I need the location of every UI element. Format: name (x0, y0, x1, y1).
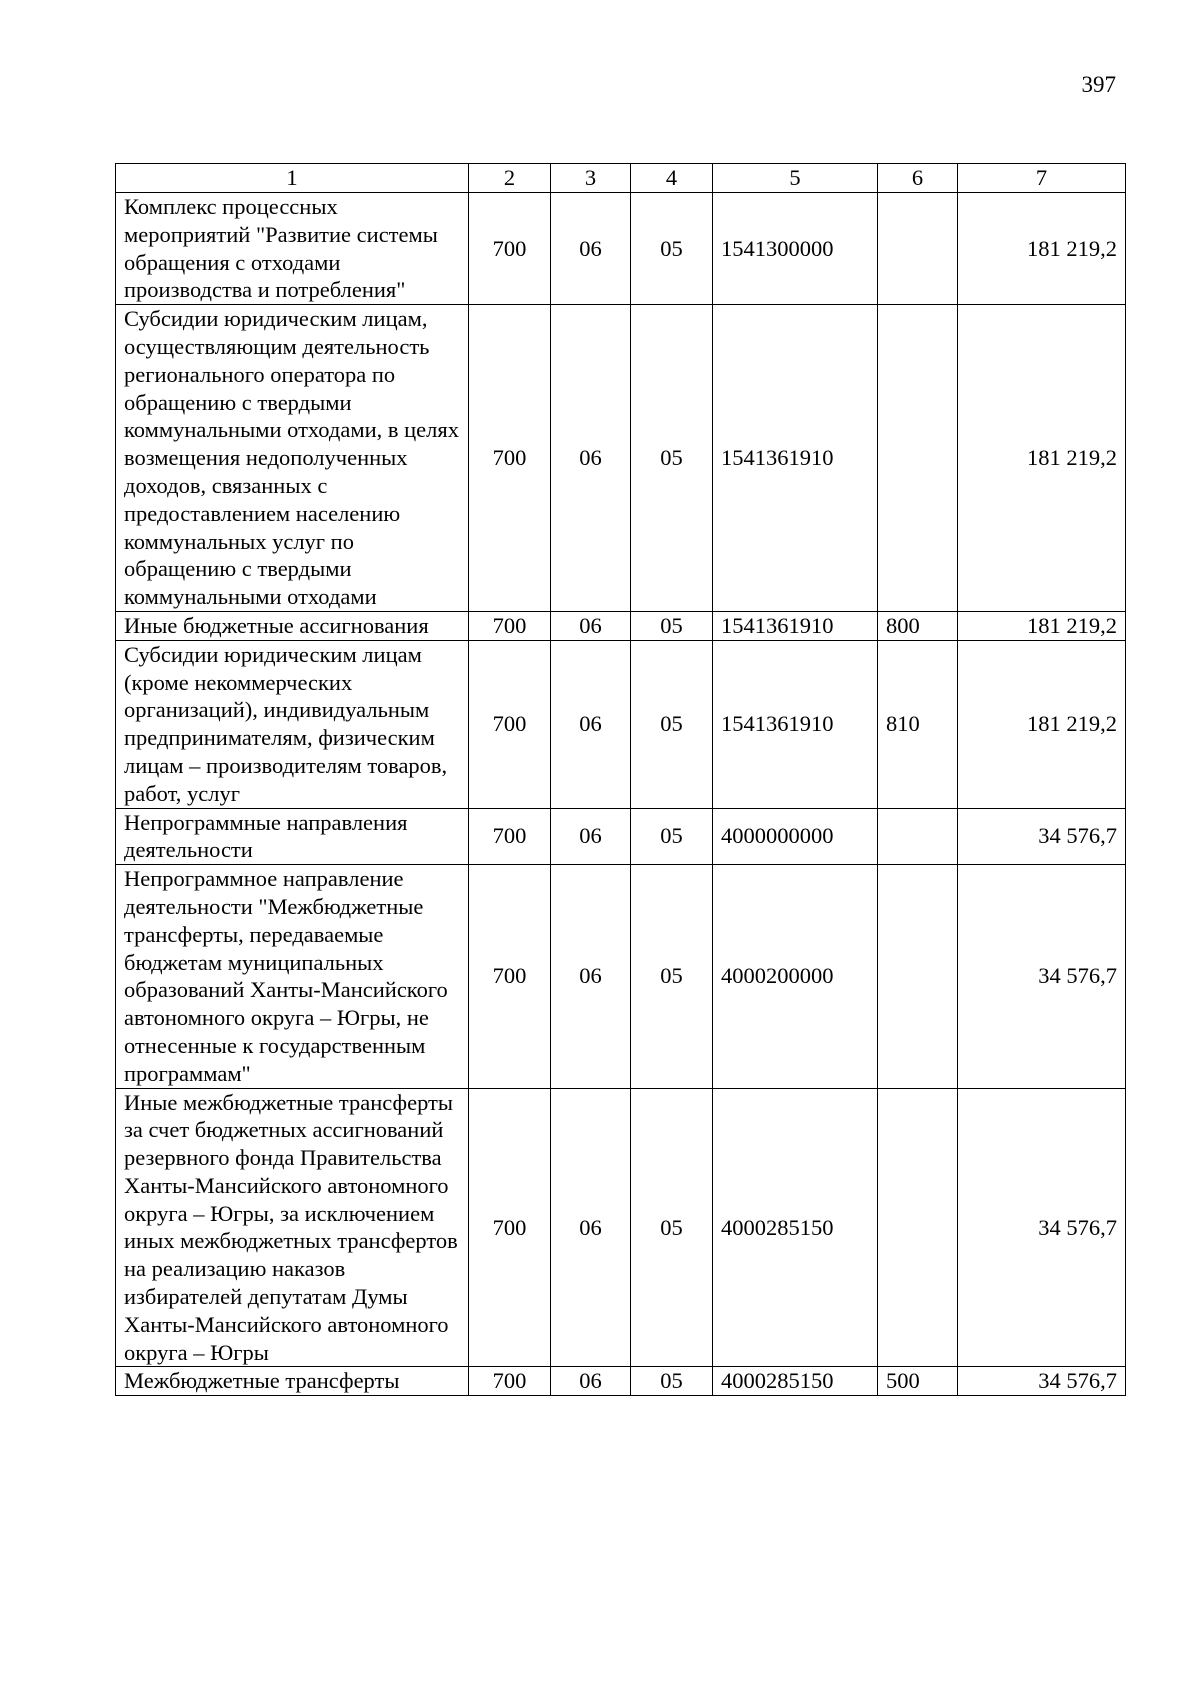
table-header-row (116, 164, 1126, 193)
row-name: Комплекс процессных мероприятий "Развитие системы обращения с отходами производства и потребления" (116, 193, 469, 305)
expense-type-code: 500 (878, 1367, 958, 1396)
column-header: 2 (469, 164, 551, 193)
section-code: 06 (551, 1088, 631, 1367)
amount: 34 576,7 (958, 1088, 1126, 1367)
subsection-code: 05 (631, 1088, 713, 1367)
ministry-code: 700 (469, 1088, 551, 1367)
table-row (116, 193, 1126, 305)
amount: 34 576,7 (958, 808, 1126, 865)
expense-type-code: 800 (878, 611, 958, 640)
ministry-code: 700 (469, 611, 551, 640)
row-name: Межбюджетные трансферты (116, 1367, 469, 1396)
row-name: Иные межбюджетные трансферты за счет бюджетных ассигнований резервного фонда Правительства Ханты-Мансийского автономного округа – Югры, за исключением иных межбюджетных трансфертов на реализацию наказов избирателей депутатам Думы Ханты-Мансийского автономного округа – Югры (116, 1088, 469, 1367)
target-code: 1541361910 (713, 640, 878, 808)
amount: 181 219,2 (958, 305, 1126, 612)
section-code: 06 (551, 1367, 631, 1396)
ministry-code: 700 (469, 193, 551, 305)
column-header: 3 (551, 164, 631, 193)
expense-type-code (878, 305, 958, 612)
expense-type-code (878, 1088, 958, 1367)
expense-type-code (878, 808, 958, 865)
column-header: 6 (878, 164, 958, 193)
target-code: 1541361910 (713, 611, 878, 640)
budget-table (115, 163, 1126, 1396)
subsection-code: 05 (631, 640, 713, 808)
table-row (116, 808, 1126, 865)
target-code: 4000200000 (713, 865, 878, 1088)
column-header: 1 (116, 164, 469, 193)
ministry-code: 700 (469, 640, 551, 808)
target-code: 4000285150 (713, 1088, 878, 1367)
section-code: 06 (551, 305, 631, 612)
table-row (116, 1367, 1126, 1396)
ministry-code: 700 (469, 865, 551, 1088)
row-name: Непрограммные направления деятельности (116, 808, 469, 865)
amount: 34 576,7 (958, 1367, 1126, 1396)
subsection-code: 05 (631, 611, 713, 640)
section-code: 06 (551, 611, 631, 640)
target-code: 4000285150 (713, 1367, 878, 1396)
subsection-code: 05 (631, 193, 713, 305)
section-code: 06 (551, 640, 631, 808)
column-header: 7 (958, 164, 1126, 193)
row-name: Субсидии юридическим лицам (кроме некоммерческих организаций), индивидуальным предпринимателям, физическим лицам – производителям товаров, работ, услуг (116, 640, 469, 808)
target-code: 1541300000 (713, 193, 878, 305)
table-row (116, 1088, 1126, 1367)
table-row (116, 640, 1126, 808)
column-header: 4 (631, 164, 713, 193)
row-name: Непрограммное направление деятельности "Межбюджетные трансферты, передаваемые бюджетам муниципальных образований Ханты-Мансийского автономного округа – Югры, не отнесенные к государственным программам" (116, 865, 469, 1088)
ministry-code: 700 (469, 808, 551, 865)
amount: 181 219,2 (958, 611, 1126, 640)
table-row (116, 305, 1126, 612)
expense-type-code (878, 865, 958, 1088)
target-code: 4000000000 (713, 808, 878, 865)
ministry-code: 700 (469, 305, 551, 612)
subsection-code: 05 (631, 305, 713, 612)
row-name: Иные бюджетные ассигнования (116, 611, 469, 640)
subsection-code: 05 (631, 865, 713, 1088)
column-header: 5 (713, 164, 878, 193)
table-row (116, 611, 1126, 640)
amount: 181 219,2 (958, 640, 1126, 808)
subsection-code: 05 (631, 1367, 713, 1396)
row-name: Субсидии юридическим лицам, осуществляющим деятельность регионального оператора по обращению с твердыми коммунальными отходами, в целях возмещения недополученных доходов, связанных с предоставлением населению коммунальных услуг по обращению с твердыми коммунальными отходами (116, 305, 469, 612)
section-code: 06 (551, 193, 631, 305)
section-code: 06 (551, 808, 631, 865)
amount: 181 219,2 (958, 193, 1126, 305)
ministry-code: 700 (469, 1367, 551, 1396)
target-code: 1541361910 (713, 305, 878, 612)
subsection-code: 05 (631, 808, 713, 865)
amount: 34 576,7 (958, 865, 1126, 1088)
table-row (116, 865, 1126, 1088)
expense-type-code (878, 193, 958, 305)
expense-type-code: 810 (878, 640, 958, 808)
page-number: 397 (1081, 72, 1116, 97)
section-code: 06 (551, 865, 631, 1088)
